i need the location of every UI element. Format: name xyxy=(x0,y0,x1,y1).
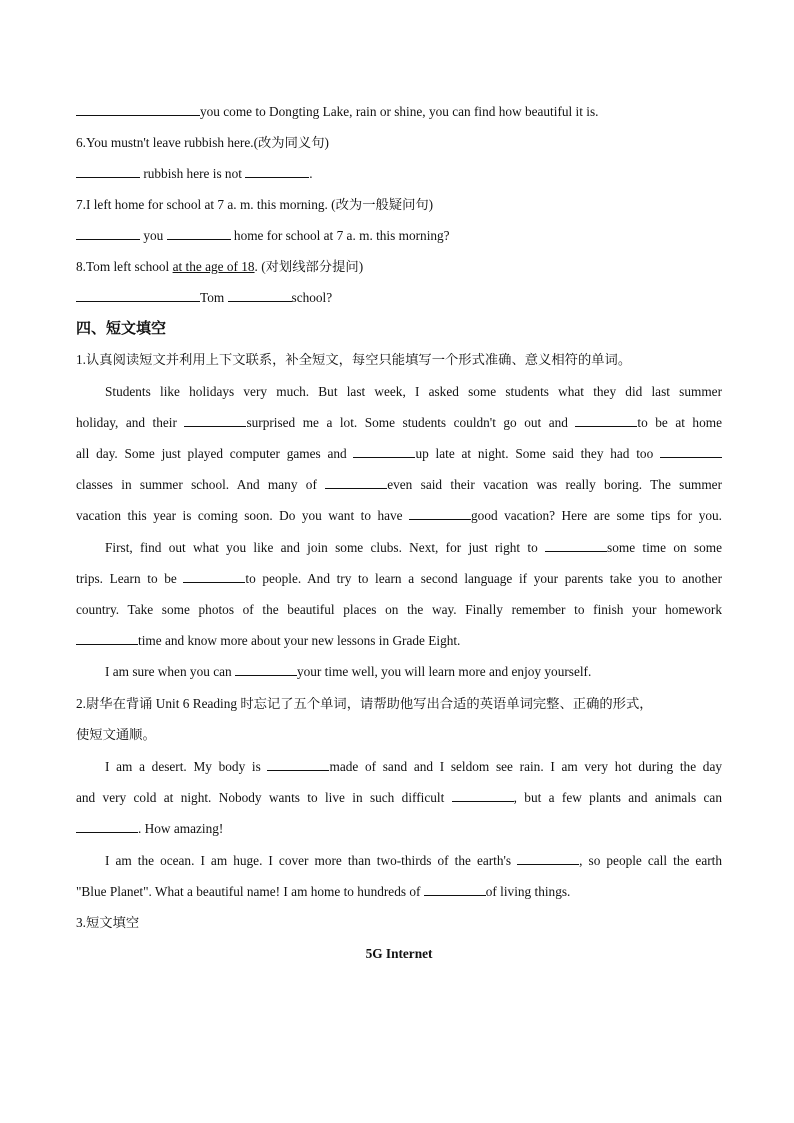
passage1-line: Students like holidays very much. But last week, I asked some students what they did last summer xyxy=(105,384,722,399)
blank[interactable] xyxy=(575,413,637,427)
passage2-line: I am the ocean. I am huge. I cover more than two-thirds of the earth's , so people call the earth xyxy=(105,853,722,868)
underlined-phrase: at the age of 18 xyxy=(172,259,255,274)
passage3-title: 5G Internet xyxy=(365,946,433,961)
passage1-line: vacation this year is coming soon. Do you want to have good vacation? Here are some tips for you. xyxy=(76,508,722,523)
passage2-line: and very cold at night. Nobody wants to live in such difficult , but a few plants and animals can xyxy=(76,790,722,805)
blank[interactable] xyxy=(267,757,329,771)
passage2-line: . How amazing! xyxy=(76,819,722,839)
q6-answer-line: rubbish here is not . xyxy=(76,164,722,184)
blank[interactable] xyxy=(76,102,200,116)
blank[interactable] xyxy=(325,475,387,489)
blank[interactable] xyxy=(167,226,231,240)
blank[interactable] xyxy=(353,444,415,458)
passage1-line: country. Take some photos of the beautiful places on the way. Finally remember to finish your homework xyxy=(76,602,722,617)
blank[interactable] xyxy=(183,569,245,583)
q8-answer-line: Tom school? xyxy=(76,288,722,308)
blank[interactable] xyxy=(424,882,486,896)
passage2-line: "Blue Planet". What a beautiful name! I am home to hundreds of of living things. xyxy=(76,884,571,899)
q5-answer-line: you come to Dongting Lake, rain or shine, you can find how beautiful it is. xyxy=(76,102,722,122)
blank[interactable] xyxy=(245,164,309,178)
passage2-line: I am a desert. My body is made of sand and I seldom see rain. I am very hot during the day xyxy=(105,759,722,774)
blank[interactable] xyxy=(76,819,138,833)
blank[interactable] xyxy=(228,288,292,302)
q7-answer-line: you home for school at 7 a. m. this morning? xyxy=(76,226,722,246)
blank[interactable] xyxy=(409,506,471,520)
passage1-line: time and know more about your new lessons in Grade Eight. xyxy=(76,631,722,651)
passage1-line: holiday, and their surprised me a lot. Some students couldn't go out and to be at home xyxy=(76,415,722,430)
passage1-line: classes in summer school. And many of even said their vacation was really boring. The summer xyxy=(76,477,723,492)
passage2-instruction: 2.尉华在背诵 Unit 6 Reading 时忘记了五个单词，请帮助他写出合适的英语单词完整、正确的形式， xyxy=(76,696,653,711)
blank[interactable] xyxy=(76,164,140,178)
blank[interactable] xyxy=(660,444,722,458)
passage1-line: First, find out what you like and join some clubs. Next, for just right to some time on some xyxy=(105,540,722,555)
passage1-line: I am sure when you can your time well, you will learn more and enjoy yourself. xyxy=(105,664,592,679)
passage2-instruction-cont: 使短文通顺。 xyxy=(76,727,156,742)
blank[interactable] xyxy=(517,851,579,865)
q6-prompt: 6.You mustn't leave rubbish here.(改为同义句) xyxy=(76,135,329,150)
blank[interactable] xyxy=(235,662,297,676)
blank[interactable] xyxy=(545,538,607,552)
passage1-line: all day. Some just played computer games and up late at night. Some said they had too xyxy=(76,444,722,464)
blank[interactable] xyxy=(76,288,200,302)
blank[interactable] xyxy=(452,788,514,802)
blank[interactable] xyxy=(184,413,246,427)
blank[interactable] xyxy=(76,631,138,645)
passage1-line: trips. Learn to be to people. And try to learn a second language if your parents take you to another xyxy=(76,571,722,586)
passage3-instruction: 3.短文填空 xyxy=(76,915,140,930)
passage1-instruction: 1.认真阅读短文并利用上下文联系，补全短文，每空只能填写一个形式准确、意义相符的单词。 xyxy=(76,352,632,367)
q8-prompt: 8.Tom left school at the age of 18. (对划线部分提问) xyxy=(76,259,364,274)
section-heading: 四、短文填空 xyxy=(76,321,167,337)
q7-prompt: 7.I left home for school at 7 a. m. this morning. (改为一般疑问句) xyxy=(76,197,434,212)
blank[interactable] xyxy=(76,226,140,240)
